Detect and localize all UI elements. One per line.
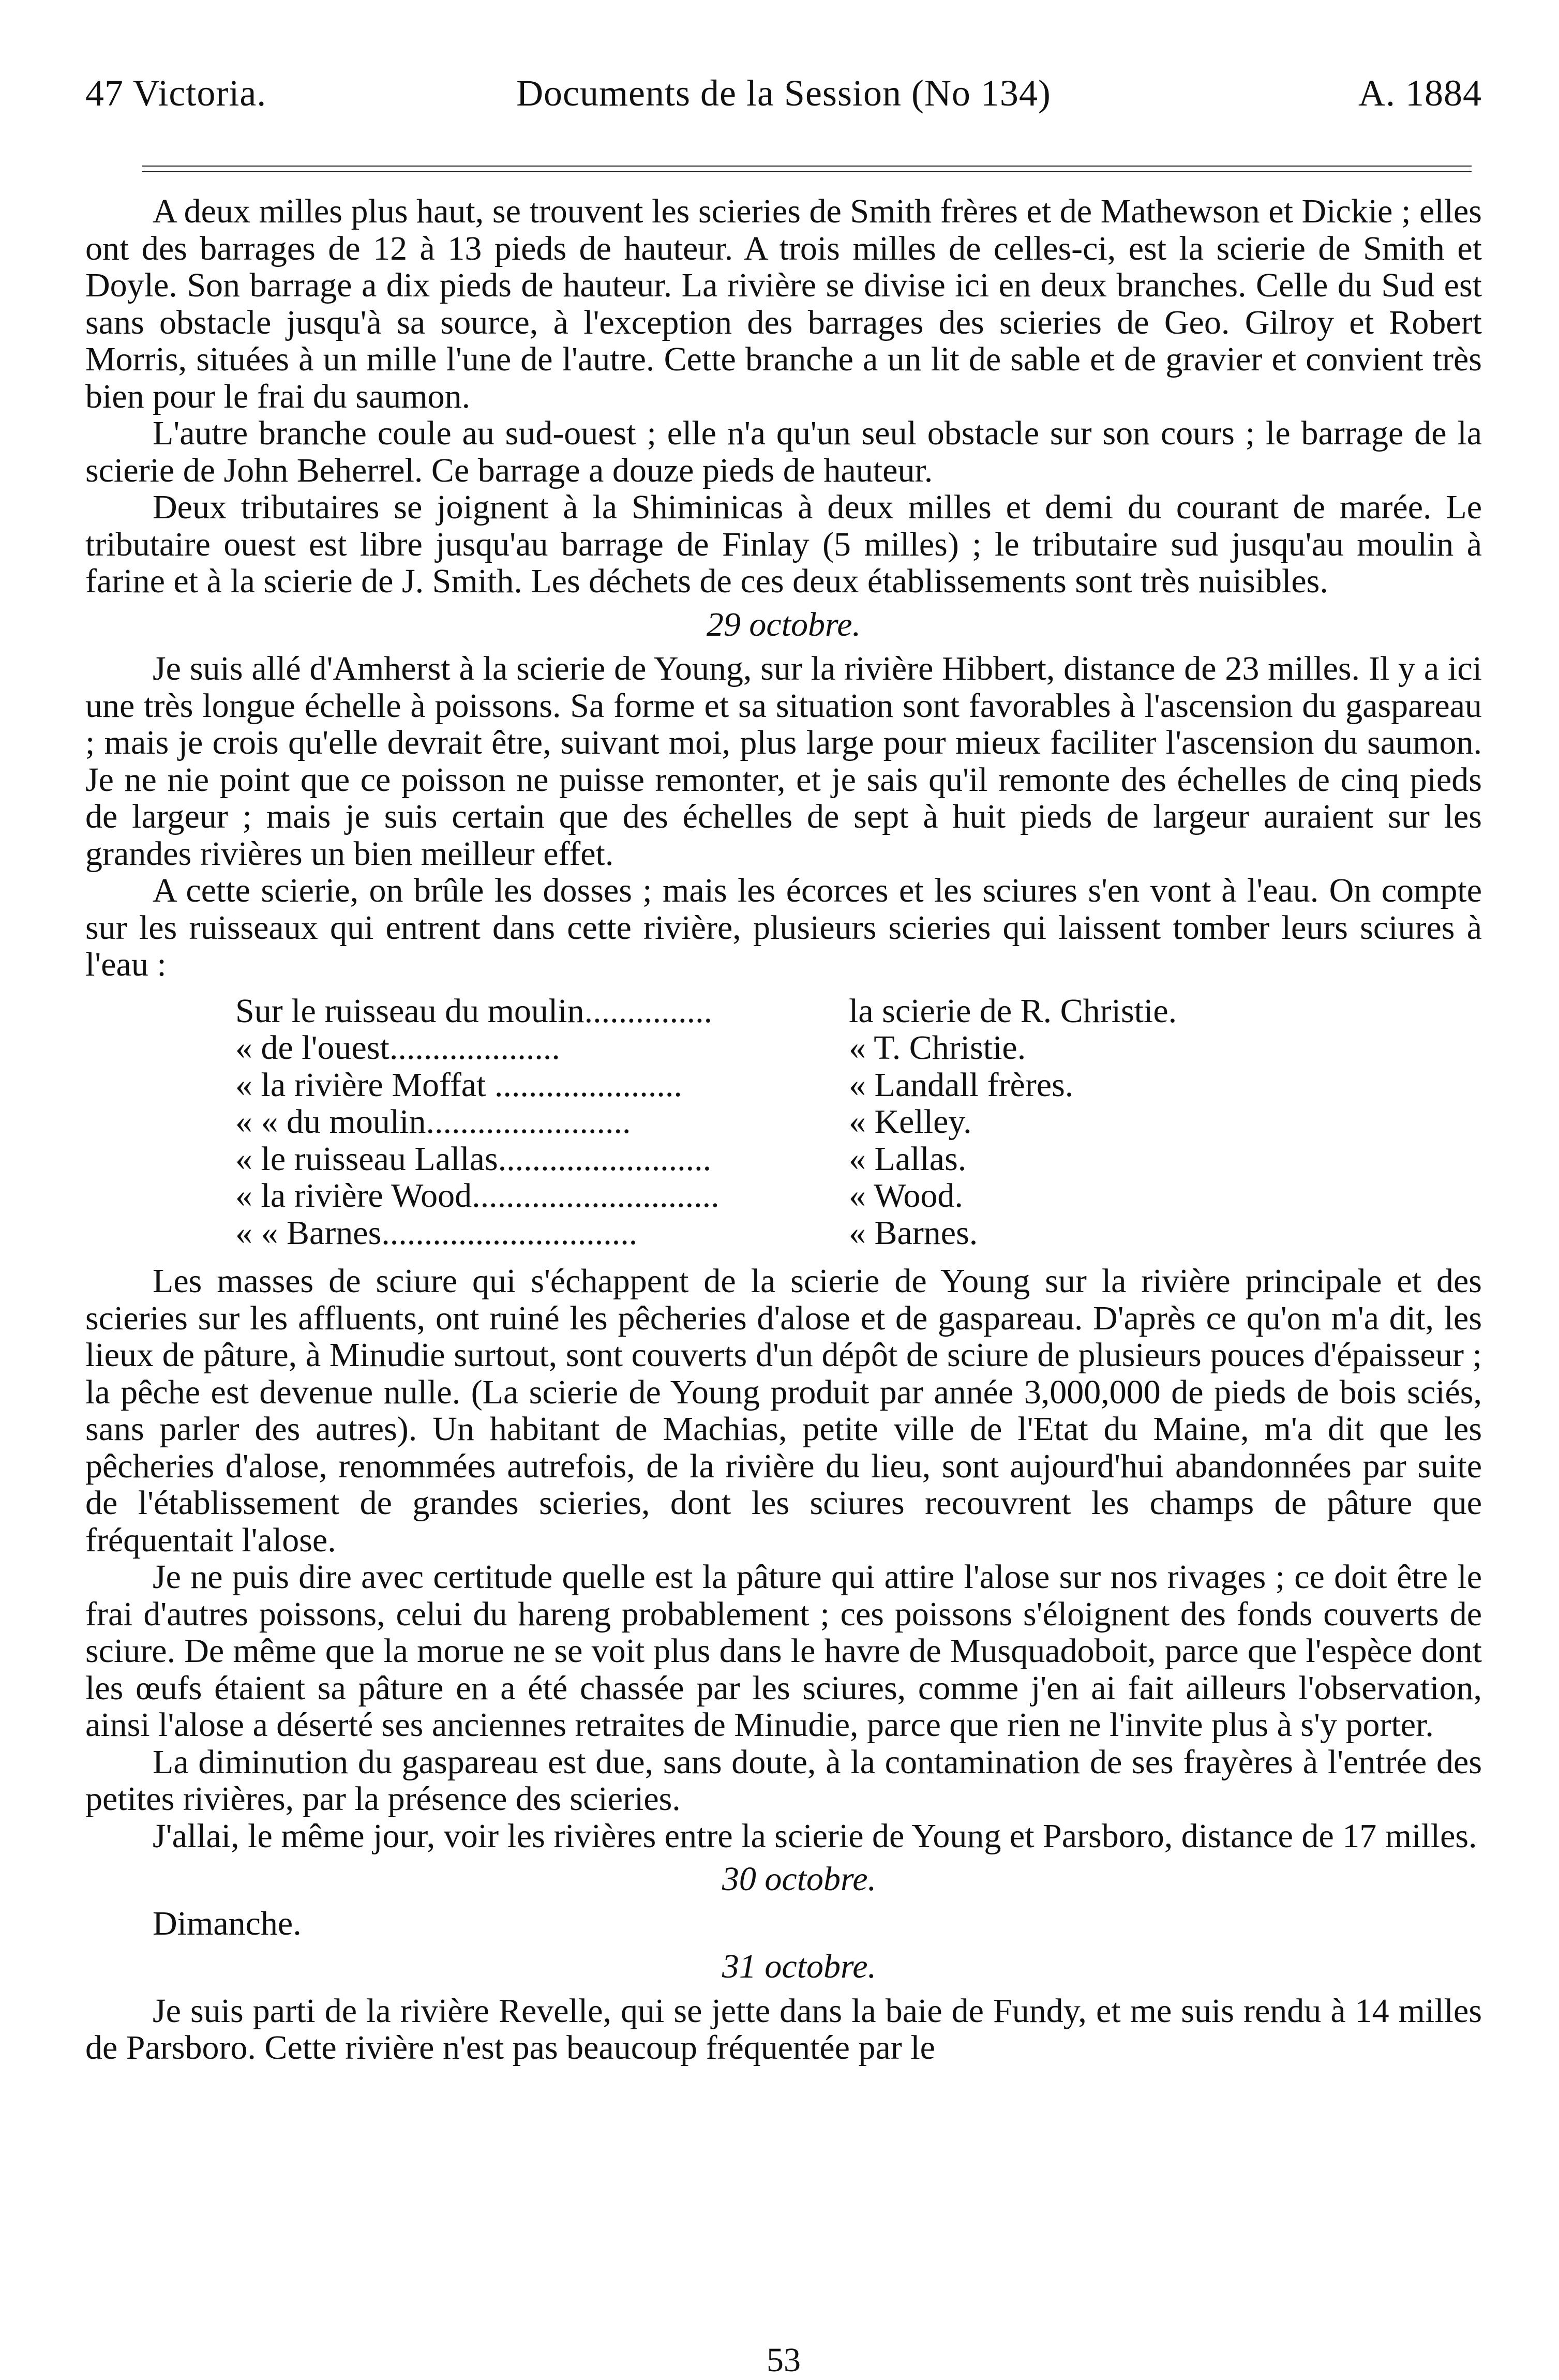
mill-name: « T. Christie. bbox=[849, 1029, 1026, 1067]
date-heading: 30 octobre. bbox=[722, 1860, 877, 1898]
mill-name: « Lallas. bbox=[849, 1140, 967, 1178]
header-title: Documents de la Session (No 134) bbox=[516, 72, 1051, 114]
date-heading: 31 octobre. bbox=[722, 1948, 877, 1985]
sawmill-row bbox=[235, 1177, 1177, 1215]
sawmill-row bbox=[235, 1215, 1177, 1252]
sawmill-row bbox=[235, 1067, 1177, 1104]
mill-name: « Wood. bbox=[849, 1177, 963, 1215]
sawmill-row bbox=[235, 1103, 1177, 1141]
paragraph: Deux tributaires se joignent à la Shiminicas à deux milles et demi du courant de marée. Le tributaire ouest est libre jusqu'au barrage de Finlay (5 milles) ; le tributaire sud jusqu'au moulin à farine et à la scierie de J. Smith. Les déchets de ces deux établissements sont très nuisibles. bbox=[85, 488, 1482, 600]
header-volume: 47 Victoria. bbox=[85, 72, 267, 114]
sawmill-row bbox=[235, 1029, 1177, 1067]
paragraph: Je ne puis dire avec certitude quelle est la pâture qui attire l'alose sur nos rivages ; ce doit être le frai d'autres poissons, celui du hareng probablement ; ces poissons s'éloignent des fonds couverts de sciure. De même que la morue ne se voit plus dans le havre de Musquadoboit, parce que l'espèce dont les œufs étaient sa pâture en a été chassée par les sciures, comme j'en ai fait ailleurs l'observation, ainsi l'alose a déserté ses anciennes retraites de Minudie, parce que rien ne l'invite plus à s'y porter. bbox=[85, 1558, 1482, 1744]
stream-name: « la rivière Wood............................. bbox=[235, 1177, 719, 1215]
stream-name: « la rivière Moffat ...................... bbox=[235, 1066, 682, 1104]
paragraph: Les masses de sciure qui s'échappent de la scierie de Young sur la rivière principale et des scieries sur les affluents, ont ruiné les pêcheries d'alose et de gaspareau. D'après ce qu'on m'a dit, les lieux de pâture, à Minudie surtout, sont couverts d'un dépôt de sciure de plusieurs pouces d'épaisseur ; la pêche est devenue nulle. (La scierie de Young produit par année 3,000,000 de pieds de bois sciés, sans parler des autres). Un habitant de Machias, petite ville de l'Etat du Maine, m'a dit que les pêcheries d'alose, renommées autrefois, de la rivière du lieu, sont aujourd'hui abandonnées par suite de l'établissement de grandes scieries, dont les sciures recouvrent les champs de pâture que fréquentait l'alose. bbox=[85, 1262, 1482, 1559]
paragraph: La diminution du gaspareau est due, sans doute, à la contamination de ses frayères à l'entrée des petites rivières, par la présence des scieries. bbox=[85, 1743, 1482, 1818]
stream-name: Sur le ruisseau du moulin............... bbox=[235, 992, 713, 1030]
stream-name: « « du moulin........................ bbox=[235, 1103, 631, 1141]
mill-name: la scierie de R. Christie. bbox=[849, 992, 1177, 1030]
paragraph: A cette scierie, on brûle les dosses ; mais les écorces et les sciures s'en vont à l'eau. On compte sur les ruisseaux qui entrent dans cette rivière, plusieurs scieries qui laissent tomber leurs sciures à l'eau : bbox=[85, 872, 1482, 983]
date-heading: 29 octobre. bbox=[706, 605, 861, 643]
paragraph: Je suis parti de la rivière Revelle, qui se jette dans la baie de Fundy, et me suis rendu à 14 milles de Parsboro. Cette rivière n'est pas beaucoup fréquentée par le bbox=[85, 1992, 1482, 2067]
mill-name: « Landall frères. bbox=[849, 1066, 1074, 1104]
header-year: A. 1884 bbox=[1358, 72, 1482, 114]
header-double-rule bbox=[142, 166, 1472, 172]
sawmill-row bbox=[235, 1141, 1177, 1178]
document-page bbox=[85, 67, 1482, 2379]
stream-name: « le ruisseau Lallas......................... bbox=[235, 1140, 712, 1178]
stream-name: « « Barnes.............................. bbox=[235, 1214, 638, 1252]
paragraph: A deux milles plus haut, se trouvent les scieries de Smith frères et de Mathewson et Dickie ; elles ont des barrages de 12 à 13 pieds de hauteur. A trois milles de celles-ci, est la scierie de Smith et Doyle. Son barrage a dix pieds de hauteur. La rivière se divise ici en deux branches. Celle du Sud est sans obstacle jusqu'à sa source, à l'exception des barrages des scieries de Geo. Gilroy et Robert Morris, situées à un mille l'une de l'autre. Cette branche a un lit de sable et de gravier et convient très bien pour le frai du saumon. bbox=[85, 192, 1482, 415]
sawmill-list bbox=[235, 993, 1177, 1252]
document-body bbox=[85, 193, 1482, 2067]
mill-name: « Barnes. bbox=[849, 1214, 978, 1252]
sunday-note: Dimanche. bbox=[153, 1904, 302, 1942]
page-number: 53 bbox=[767, 2341, 801, 2379]
page-header bbox=[85, 67, 1482, 119]
paragraph: L'autre branche coule au sud-ouest ; elle n'a qu'un seul obstacle sur son cours ; le barrage de la scierie de John Beherrel. Ce barrage a douze pieds de hauteur. bbox=[85, 414, 1482, 489]
sawmill-row bbox=[235, 993, 1177, 1030]
paragraph: J'allai, le même jour, voir les rivières entre la scierie de Young et Parsboro, distance de 17 milles. bbox=[153, 1817, 1477, 1855]
stream-name: « de l'ouest.................... bbox=[235, 1029, 560, 1067]
mill-name: « Kelley. bbox=[849, 1103, 972, 1141]
paragraph: Je suis allé d'Amherst à la scierie de Young, sur la rivière Hibbert, distance de 23 milles. Il y a ici une très longue échelle à poissons. Sa forme et sa situation sont favorables à l'ascension du gaspareau ; mais je crois qu'elle devrait être, suivant moi, plus large pour mieux faciliter l'ascension du saumon. Je ne nie point que ce poisson ne puisse remonter, et je sais qu'il remonte des échelles de cinq pieds de largeur ; mais je suis certain que des échelles de sept à huit pieds de largeur auraient sur les grandes rivières un bien meilleur effet. bbox=[85, 650, 1482, 873]
